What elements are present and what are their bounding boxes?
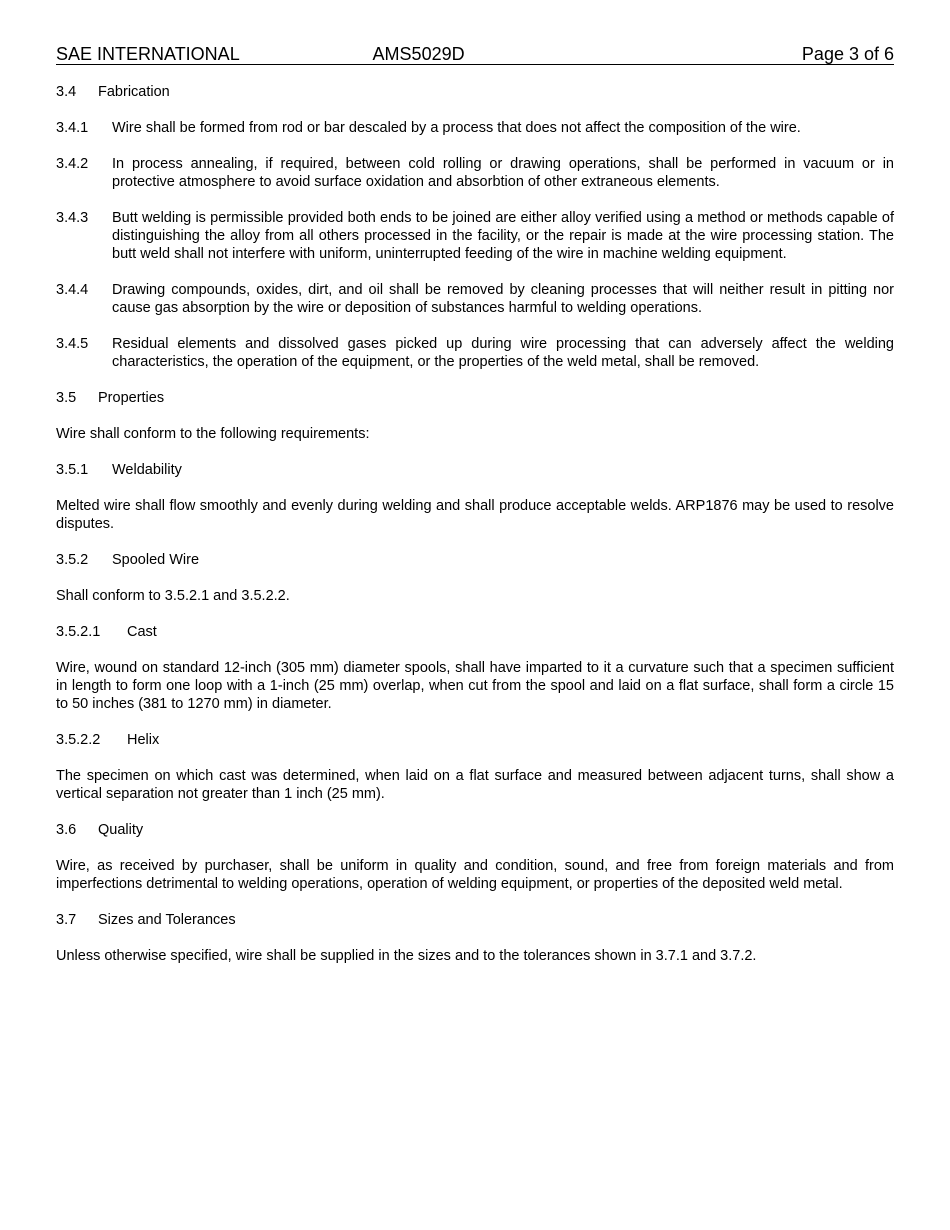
item-number: 3.4.2 <box>56 156 89 172</box>
paragraph-3-5-2-2: The specimen on which cast was determined, when laid on a flat surface and measured between adjacent turns, shall show a vertical separation not greater than 1 inch (25 mm). <box>56 768 894 802</box>
page-header <box>56 44 894 65</box>
section-heading-3-5-2 <box>56 551 894 569</box>
paragraph-3-5-1: Melted wire shall flow smoothly and evenly during welding and shall produce acceptable welds. ARP1876 may be used to resolve disputes. <box>56 498 894 532</box>
section-number: 3.5 <box>56 390 77 406</box>
item-text: Wire shall be formed from rod or bar descaled by a process that does not affect the composition of the wire. <box>112 120 801 136</box>
section-title: Sizes and Tolerances <box>98 912 236 928</box>
section-heading-3-4 <box>56 83 894 101</box>
list-item-3-4-2 <box>56 155 894 191</box>
paragraph-3-6: Wire, as received by purchaser, shall be uniform in quality and condition, sound, and free from foreign materials and from imperfections detrimental to welding operations, operation of welding equipment, or properties of the deposited weld metal. <box>56 858 894 892</box>
list-item-3-4-3 <box>56 209 894 263</box>
item-text: Residual elements and dissolved gases picked up during wire processing that can adversely affect the welding characteristics, the operation of the equipment, or the properties of the weld metal, shall be removed. <box>112 336 894 370</box>
item-text: Drawing compounds, oxides, dirt, and oil shall be removed by cleaning processes that will neither result in pitting nor cause gas absorption by the wire or deposition of substances harmful to welding operations. <box>112 282 894 316</box>
section-heading-3-7 <box>56 911 894 929</box>
item-text: Butt welding is permissible provided both ends to be joined are either alloy verified using a method or methods capable of distinguishing the alloy from all others processed in the facility, or the repair is made at the wire processing station. The butt weld shall not interfere with uniform, uninterrupted feeding of the wire in machine welding equipment. <box>112 210 894 262</box>
section-title: Helix <box>127 732 160 748</box>
item-number: 3.4.3 <box>56 210 89 226</box>
section-number: 3.5.2.2 <box>56 732 101 748</box>
item-number: 3.4.1 <box>56 120 89 136</box>
section-number: 3.7 <box>56 912 77 928</box>
header-page-number: Page 3 of 6 <box>801 44 894 64</box>
document-page <box>56 44 894 965</box>
section-title: Quality <box>98 822 144 838</box>
list-item-3-4-1 <box>56 119 894 137</box>
item-number: 3.4.5 <box>56 336 89 352</box>
list-item-3-4-5 <box>56 335 894 371</box>
paragraph-3-5-2-1: Wire, wound on standard 12-inch (305 mm) diameter spools, shall have imparted to it a curvature such that a specimen sufficient in length to form one loop with a 1-inch (25 mm) overlap, when cut from the spool and laid on a flat surface, shall form a circle 15 to 50 inches (381 to 1270 mm) in diameter. <box>56 660 894 712</box>
section-number: 3.4 <box>56 84 77 100</box>
section-title: Fabrication <box>98 84 170 100</box>
section-heading-3-5 <box>56 389 894 407</box>
section-number: 3.5.2 <box>56 552 89 568</box>
list-item-3-4-4 <box>56 281 894 317</box>
paragraph-3-5-intro: Wire shall conform to the following requirements: <box>56 426 370 442</box>
section-title: Weldability <box>112 462 182 478</box>
section-title: Properties <box>98 390 165 406</box>
section-title: Cast <box>127 624 157 640</box>
section-number: 3.6 <box>56 822 77 838</box>
paragraph-3-5-2: Shall conform to 3.5.2.1 and 3.5.2.2. <box>56 588 290 604</box>
header-doc-id: AMS5029D <box>372 44 465 64</box>
item-text: In process annealing, if required, between cold rolling or drawing operations, shall be performed in vacuum or in protective atmosphere to avoid surface oxidation and absorbtion of other extraneous elements. <box>112 156 894 190</box>
section-heading-3-5-1 <box>56 461 894 479</box>
section-title: Spooled Wire <box>112 552 200 568</box>
section-heading-3-6 <box>56 821 894 839</box>
section-heading-3-5-2-2 <box>56 731 894 749</box>
item-number: 3.4.4 <box>56 282 89 298</box>
section-number: 3.5.1 <box>56 462 89 478</box>
section-heading-3-5-2-1 <box>56 623 894 641</box>
paragraph-3-7: Unless otherwise specified, wire shall be supplied in the sizes and to the tolerances shown in 3.7.1 and 3.7.2. <box>56 948 757 964</box>
header-org: SAE INTERNATIONAL <box>56 44 240 64</box>
section-number: 3.5.2.1 <box>56 624 101 640</box>
